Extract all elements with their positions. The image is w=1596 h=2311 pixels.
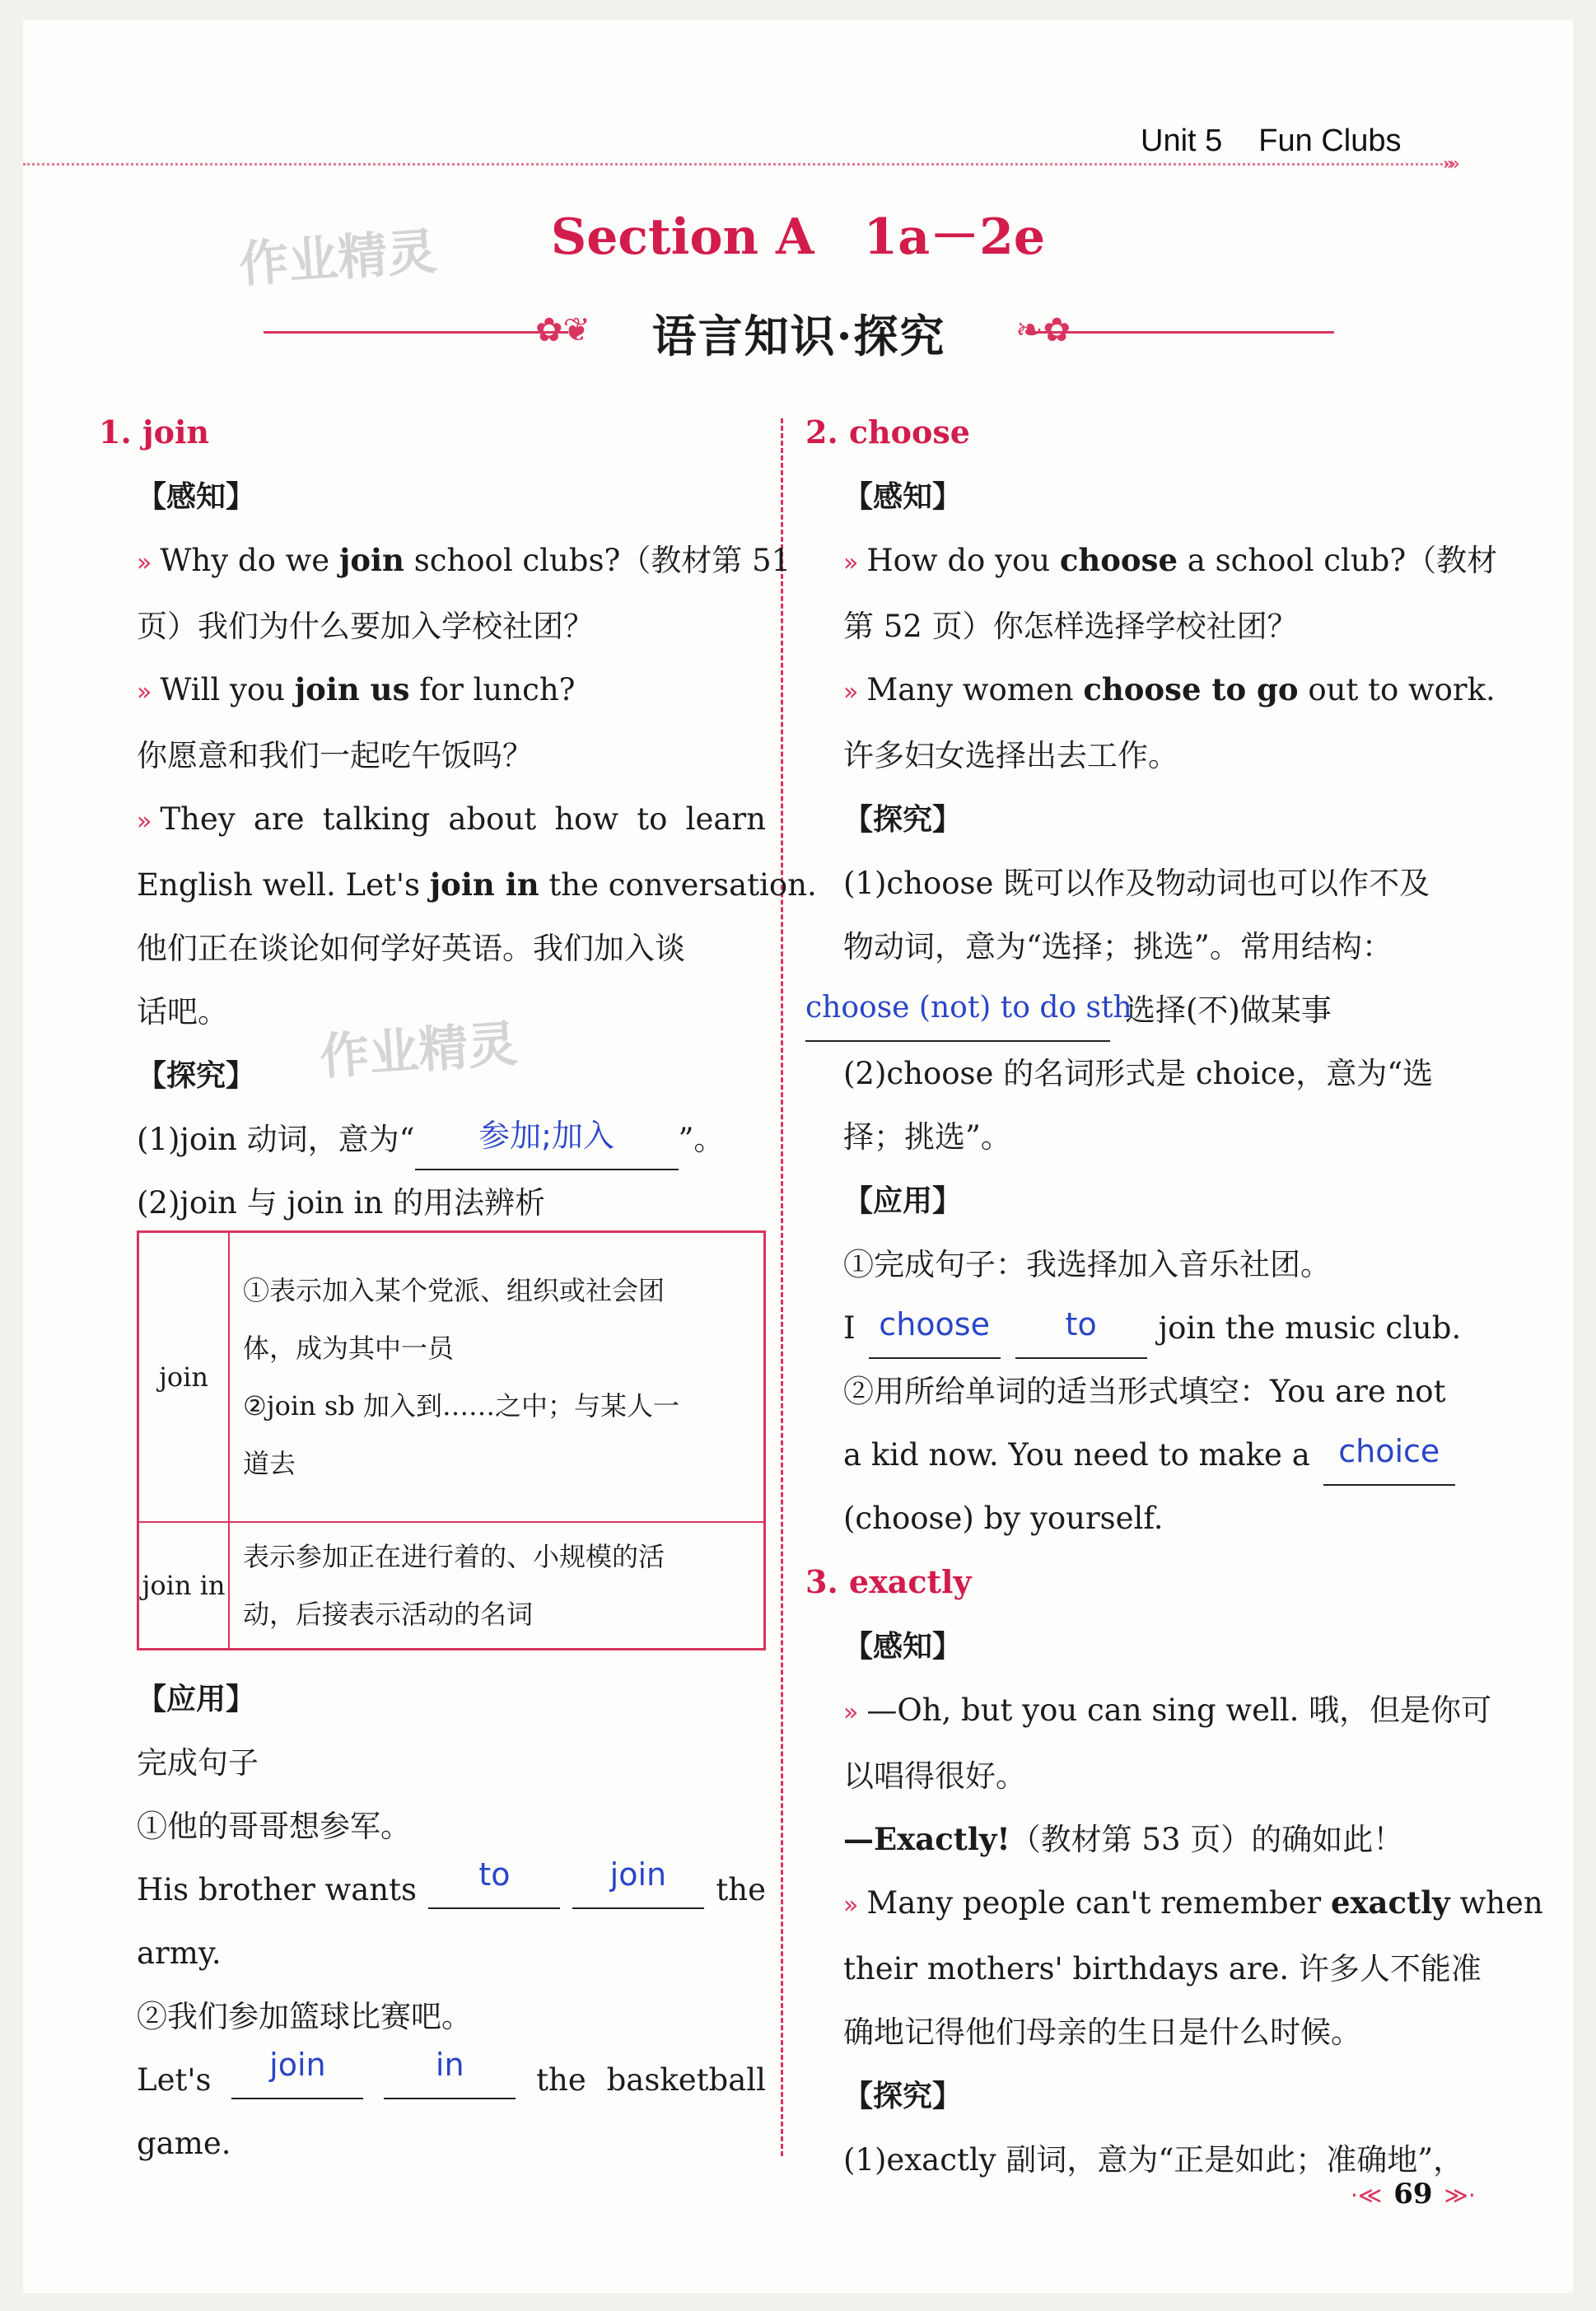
page-number-footer (1351, 2178, 1476, 2211)
answer: join (269, 2047, 326, 2083)
keyword: join in (429, 866, 539, 903)
text: 完成句子 (137, 1745, 259, 1781)
text: （教材第 53 页）的确如此！ (1010, 1822, 1404, 1857)
answer-blank (1323, 1435, 1455, 1486)
column-divider (781, 418, 783, 2156)
text: 动，后接表示活动的名词 (243, 1598, 534, 1630)
table-row (138, 1232, 765, 1522)
text: 许多妇女选择出去工作。 (843, 738, 1178, 773)
watermark: 作业精灵 (237, 222, 439, 295)
answer: choice (1338, 1433, 1440, 1469)
watermark: 作业精灵 (318, 1015, 520, 1087)
text: (1)exactly 副词，意为“正是如此；准确地”， (843, 2142, 1464, 2178)
text: —Oh, but you can sing well. 哦，但是你可 (866, 1692, 1492, 1728)
left-column (99, 400, 817, 1235)
text: Will you (160, 672, 295, 707)
text: His brother wants (137, 1872, 417, 1907)
answer: to (478, 1856, 511, 1893)
answer-blank (415, 1119, 679, 1170)
keyword: —Exactly! (843, 1821, 1010, 1857)
text: Many people can't remember (866, 1885, 1331, 1921)
text: Many women (866, 672, 1084, 707)
answer: to (1065, 1306, 1097, 1342)
header-arrow-icon: »» (1443, 154, 1455, 175)
text: 第 52 页）你怎样选择学校社团？ (843, 609, 1298, 644)
table-cell-head: join in (138, 1522, 230, 1650)
word: to (637, 801, 668, 837)
text: basketball (606, 2062, 766, 2098)
answer: choose (not) to do sth (805, 991, 1132, 1025)
text: Let's (137, 2062, 212, 2098)
text: 确地记得他们母亲的生日是什么时候。 (843, 2015, 1361, 2050)
text: when (1449, 1885, 1543, 1921)
text: a school club?（教材 (1178, 543, 1498, 578)
answer-blank (428, 1858, 560, 1909)
text: Why do we (160, 543, 339, 578)
word: talking (322, 801, 431, 837)
swirl-right-icon: ❧✿ (1015, 311, 1071, 349)
text: 物动词，意为“选择；挑选”。常用结构： (843, 929, 1393, 964)
text: game. (137, 2126, 231, 2161)
bullet-icon: » (843, 1891, 859, 1920)
perceive-tag: 【感知】 (137, 480, 256, 514)
answer-blank (805, 991, 1132, 1042)
text: English well. Let's (137, 867, 430, 903)
keyword: choose (1059, 542, 1178, 578)
keyword: join us (294, 671, 410, 707)
explore-tag: 【探究】 (137, 1059, 256, 1093)
word: learn (685, 801, 766, 837)
unit-topic: Fun Clubs (1258, 124, 1402, 158)
text: the conversation. (539, 867, 817, 903)
text: (1)choose 既可以作及物动词也可以作不及 (843, 866, 1430, 901)
justified-line (137, 2048, 766, 2112)
text: the (536, 2062, 586, 2098)
bullet-icon: » (137, 549, 152, 577)
bullet-icon: » (843, 678, 859, 707)
text: I (843, 1310, 856, 1346)
text: ”。 (678, 1122, 725, 1157)
text: ②用所给单词的适当形式填空：You are not (843, 1374, 1446, 1409)
left-column-apply (99, 1667, 766, 2175)
answer-blank (1015, 1308, 1147, 1359)
explore-tag: 【探究】 (843, 803, 963, 837)
answer-blank (869, 1308, 1001, 1359)
header-dotted-rule (23, 163, 1448, 166)
justified-line (137, 787, 766, 853)
perceive-tag: 【感知】 (843, 1630, 963, 1664)
text: ①完成句子：我选择加入音乐社团。 (843, 1247, 1331, 1282)
answer-blank (384, 2048, 516, 2099)
keyword: join (338, 542, 404, 578)
table-cell-head: join (138, 1232, 230, 1522)
text: 表示参加正在进行着的、小规模的活 (243, 1540, 665, 1572)
item-heading: 3. exactly (805, 1563, 972, 1600)
text: (1)join 动词，意为“ (137, 1122, 415, 1157)
text: the (716, 1872, 766, 1907)
right-column (805, 400, 1543, 2192)
text: army. (137, 1935, 222, 1971)
word: how (554, 801, 619, 837)
page-number: 69 (1393, 2178, 1433, 2211)
table-cell (229, 1232, 765, 1522)
text: How do you (866, 543, 1060, 578)
keyword: exactly (1330, 1884, 1450, 1921)
section-banner (264, 296, 1334, 366)
answer-blank (231, 2048, 363, 2099)
text: 体，成为其中一员 (243, 1332, 455, 1364)
apply-tag: 【应用】 (137, 1683, 256, 1716)
text: a kid now. You need to make a (843, 1437, 1310, 1473)
item-heading: 2. choose (805, 413, 970, 451)
text: 他们正在谈论如何学好英语。我们加入谈 (137, 931, 685, 966)
text: 道去 (243, 1447, 296, 1479)
apply-tag: 【应用】 (843, 1184, 963, 1218)
answer-blank (572, 1858, 704, 1909)
section-title: Section A 1a－2e (550, 208, 1046, 266)
bullet-icon: » (843, 1698, 859, 1727)
table-row (138, 1522, 765, 1650)
perceive-tag: 【感知】 (843, 480, 963, 514)
bullet-icon: » (843, 549, 859, 577)
text: 你愿意和我们一起吃午饭吗？ (137, 738, 533, 773)
text: (choose) by yourself. (843, 1501, 1164, 1536)
text: 页）我们为什么要加入学校社团？ (137, 609, 594, 644)
banner-title: 语言知识·探究 (651, 310, 946, 362)
word: They (160, 801, 236, 837)
text: ①他的哥哥想参军。 (137, 1809, 411, 1844)
text: school clubs?（教材第 51 (404, 543, 791, 578)
right-arrows-icon: ≫· (1444, 2182, 1476, 2209)
text: ②我们参加篮球比赛吧。 (137, 1999, 472, 2034)
table-cell (229, 1522, 765, 1650)
text: ①表示加入某个党派、组织或社会团 (243, 1274, 665, 1306)
text: 以唱得很好。 (843, 1758, 1026, 1794)
text: for lunch? (409, 672, 576, 707)
answer: choose (879, 1306, 990, 1342)
swirl-left-icon: ✿❦ (535, 311, 591, 349)
unit-header (1141, 124, 1401, 159)
answer: in (435, 2047, 464, 2083)
justified-line (137, 1858, 766, 1921)
explore-tag: 【探究】 (843, 2080, 963, 2113)
text: (2)choose 的名词形式是 choice，意为“选 (843, 1056, 1434, 1091)
word: are (253, 801, 305, 837)
item-heading: 1. join (99, 413, 210, 451)
answer: 参加;加入 (478, 1118, 614, 1154)
keyword: choose to go (1083, 671, 1299, 707)
usage-comparison-table (137, 1230, 766, 1650)
left-arrows-icon: ·≪ (1351, 2182, 1383, 2209)
text: 选择(不)做某事 (1125, 992, 1332, 1028)
text: (2)join 与 join in 的用法辨析 (137, 1185, 545, 1221)
text: 择；挑选”。 (843, 1119, 1011, 1155)
bullet-icon: » (137, 678, 152, 707)
unit-label: Unit 5 (1141, 124, 1223, 158)
bullet-icon: » (137, 807, 152, 836)
text: join the music club. (1158, 1310, 1462, 1346)
text: ②join sb 加入到……之中；与某人一 (243, 1389, 679, 1422)
word: about (448, 801, 537, 837)
text: out to work. (1298, 672, 1496, 707)
text: their mothers' birthdays are. 许多人不能准 (843, 1951, 1482, 1987)
text: 话吧。 (137, 994, 228, 1029)
answer: join (609, 1856, 667, 1893)
